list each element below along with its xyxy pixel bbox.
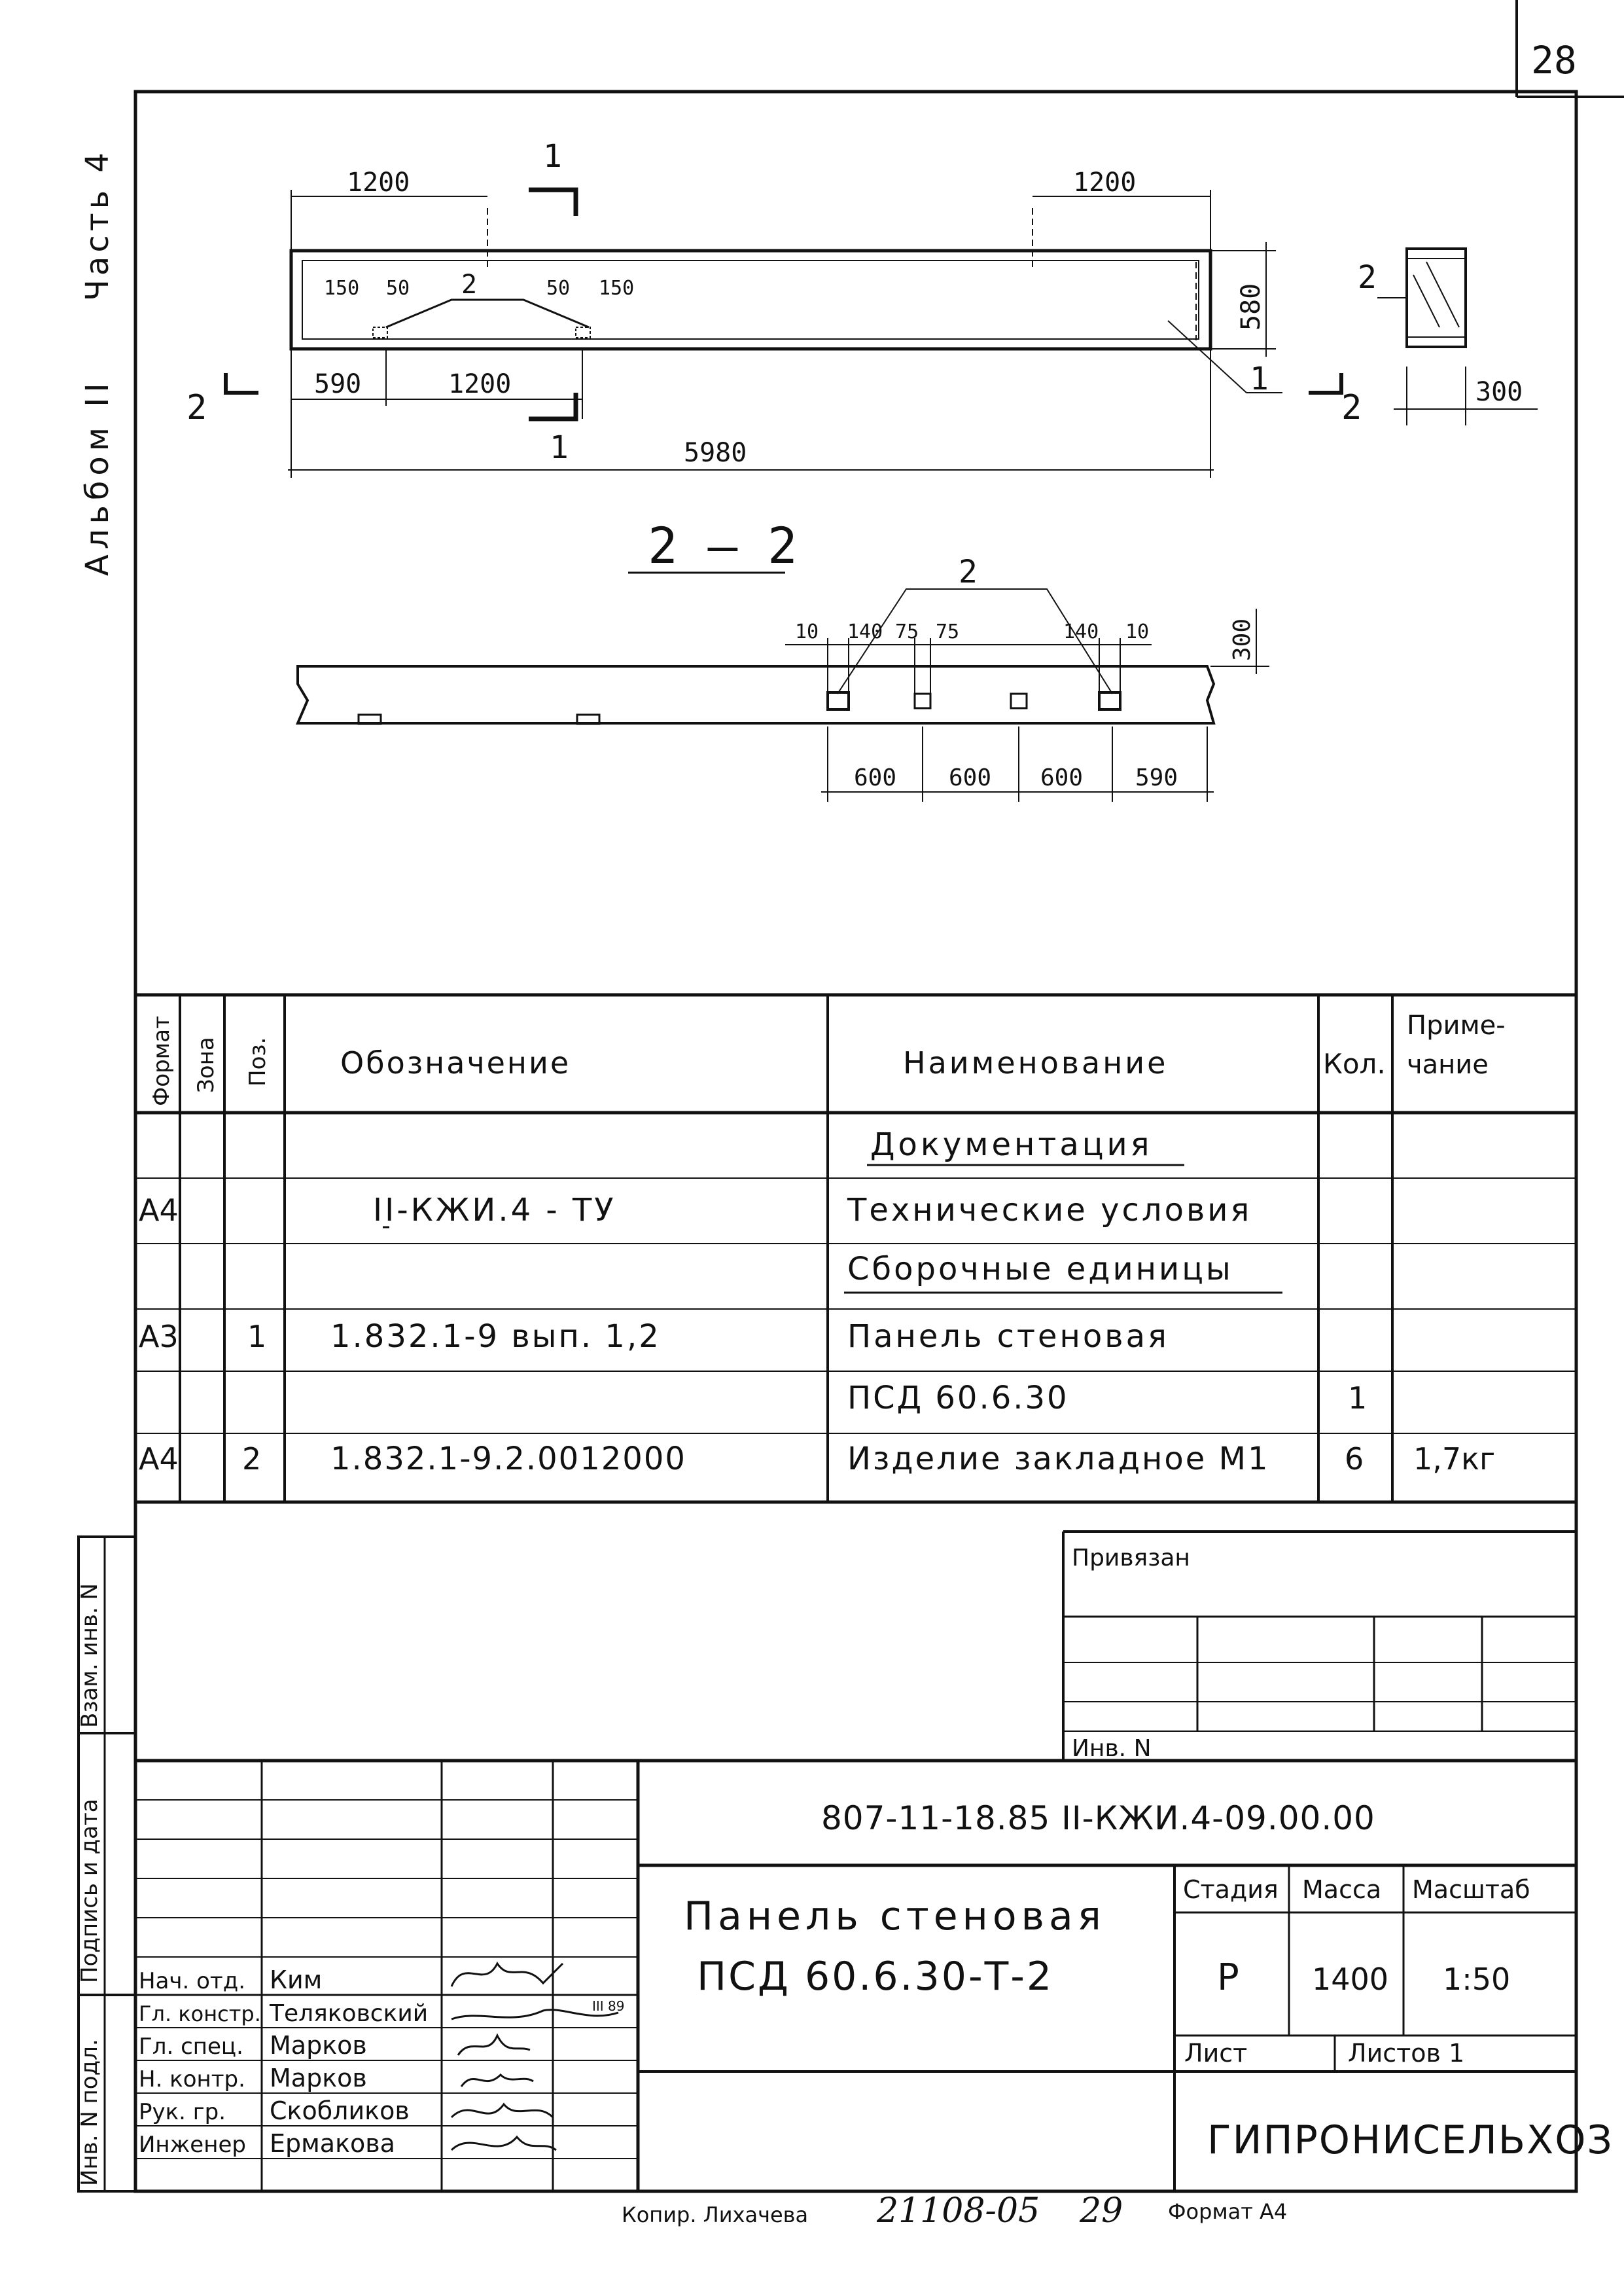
side-stamp (77, 1537, 135, 2191)
section-2-2-title: 2 – 2 (648, 516, 798, 575)
sec-dim-600c: 600 (1040, 764, 1084, 791)
page-number: 28 (1531, 38, 1577, 82)
spec-row-3-name: Сборочные единицы (847, 1251, 1233, 1287)
sign-date: III 89 (592, 1998, 625, 2014)
section-mark-2-right: 2 (1341, 388, 1362, 427)
sec-dim-600b: 600 (949, 764, 992, 791)
org-name: ГИПРОНИСЕЛЬХОЗ (1207, 2117, 1614, 2163)
staff-name-5: Скобликов (270, 2096, 410, 2125)
spec-row-6-pos: 2 (242, 1441, 262, 1477)
staff-name-3: Марков (270, 2031, 367, 2060)
dim-inner-50a: 50 (386, 277, 410, 300)
spec-row-6-designation: 1.832.1-9.2.0012000 (330, 1441, 686, 1477)
spec-row-2-designation: II-КЖИ.4 - ТУ (373, 1192, 616, 1229)
sec-dim-140a: 140 (847, 620, 883, 643)
staff-name-1: Ким (270, 1965, 323, 1994)
spec-header-zone: Зона (193, 1037, 219, 1093)
dim-inner-150a: 150 (324, 277, 360, 300)
staff-name-4: Марков (270, 2064, 367, 2092)
spec-header-pos: Поз. (245, 1037, 271, 1086)
section-mark-1-top: 1 (543, 138, 562, 175)
sec-dim-75a: 75 (895, 620, 919, 643)
stage-label: Стадия (1183, 1875, 1279, 1904)
spec-row-4-designation: 1.832.1-9 вып. 1,2 (330, 1318, 661, 1355)
section-mark-2-left: 2 (186, 388, 207, 427)
spec-header-note-1: Приме- (1407, 1011, 1506, 1041)
staff-role-1: Нач. отд. (139, 1968, 246, 1994)
scale-value: 1:50 (1443, 1962, 1511, 1997)
title-code: 807-11-18.85 II-КЖИ.4-09.00.00 (821, 1799, 1375, 1837)
staff-role-6: Инженер (139, 2132, 246, 2158)
side-label-part: Часть 4 (79, 149, 116, 301)
side-label-vzam: Взам. инв. N (77, 1583, 103, 1728)
spec-row-5-name: ПСД 60.6.30 (847, 1380, 1069, 1416)
panel-plan-view (226, 190, 1538, 478)
privyazan-label: Привязан (1072, 1545, 1190, 1571)
page-number-box (1517, 0, 1624, 97)
title-line-2: ПСД 60.6.30-Т-2 (697, 1954, 1054, 2000)
staff-role-4: Н. контр. (139, 2066, 245, 2092)
dim-height-580: 580 (1236, 283, 1266, 331)
dim-side-300: 300 (1475, 377, 1523, 407)
callout-1: 1 (1250, 361, 1269, 397)
sec-dim-140b: 140 (1063, 620, 1099, 643)
spec-row-6-format: А4 (139, 1441, 179, 1477)
section-mark-1-bottom: 1 (550, 429, 569, 466)
footer-copier: Копир. Лихачева (622, 2202, 809, 2227)
staff-role-5: Рук. гр. (139, 2099, 226, 2125)
spec-row-6-qty: 6 (1345, 1441, 1364, 1477)
staff-role-3: Гл. спец. (139, 2034, 243, 2060)
side-label-inv: Инв. N подл. (77, 2039, 103, 2186)
sheets-label: Листов 1 (1348, 2039, 1465, 2068)
sec-dim-10a: 10 (795, 620, 819, 643)
spec-row-6-name: Изделие закладное М1 (847, 1441, 1270, 1477)
dim-inner-150b: 150 (599, 277, 635, 300)
spec-row-2-format: А4 (139, 1193, 179, 1228)
spec-row-5-qty: 1 (1348, 1380, 1368, 1416)
sec-dim-600a: 600 (854, 764, 897, 791)
dim-top-right: 1200 (1073, 168, 1137, 198)
dim-bottom-1200: 1200 (448, 369, 512, 399)
sec-dim-10b: 10 (1125, 620, 1150, 643)
footer-num2: 29 (1080, 2191, 1123, 2231)
sec-dim-75b: 75 (936, 620, 960, 643)
spec-header-designation: Обозначение (340, 1045, 571, 1081)
dim-inner-pos2: 2 (461, 270, 478, 300)
privyazan-inv: Инв. N (1072, 1735, 1152, 1762)
staff-role-2: Гл. констр. (139, 2001, 261, 2026)
sec-dim-300: 300 (1229, 618, 1256, 661)
spec-header-note-2: чание (1407, 1050, 1489, 1080)
section-2-2-view (298, 589, 1269, 802)
scale-label: Масштаб (1412, 1875, 1530, 1904)
sec-callout-2: 2 (959, 554, 978, 590)
spec-header-name: Наименование (903, 1045, 1169, 1081)
side-label-album: Альбом II (79, 378, 116, 576)
spec-row-2-name: Технические условия (847, 1192, 1252, 1229)
signatures (451, 1964, 618, 2150)
spec-row-4-name: Панель стеновая (847, 1318, 1169, 1355)
dim-total-5980: 5980 (684, 438, 747, 468)
dim-top-left: 1200 (347, 168, 410, 198)
staff-name-6: Ермакова (270, 2129, 395, 2158)
spec-row-6-note: 1,7кг (1413, 1441, 1496, 1477)
callout-2: 2 (1358, 259, 1377, 296)
dim-inner-50b: 50 (546, 277, 571, 300)
spec-header-qty: Кол. (1323, 1048, 1386, 1080)
title-line-1: Панель стеновая (684, 1893, 1106, 1939)
stage-value: Р (1217, 1956, 1239, 1999)
spec-header-format: Формат (149, 1016, 175, 1106)
spec-row-4-pos: 1 (247, 1319, 267, 1354)
sec-dim-590: 590 (1135, 764, 1178, 791)
staff-name-2: Теляковский (270, 2000, 429, 2027)
mass-label: Масса (1302, 1875, 1382, 1904)
sheet-label: Лист (1184, 2039, 1248, 2068)
spec-row-1-name: Документация (870, 1126, 1153, 1163)
spec-row-4-format: А3 (139, 1319, 179, 1354)
mass-value: 1400 (1312, 1962, 1389, 1997)
dim-bottom-590: 590 (314, 369, 362, 399)
side-label-podpis: Подпись и дата (77, 1799, 103, 1983)
footer-format: Формат А4 (1168, 2199, 1288, 2224)
footer-number: 21108-05 (877, 2191, 1040, 2231)
